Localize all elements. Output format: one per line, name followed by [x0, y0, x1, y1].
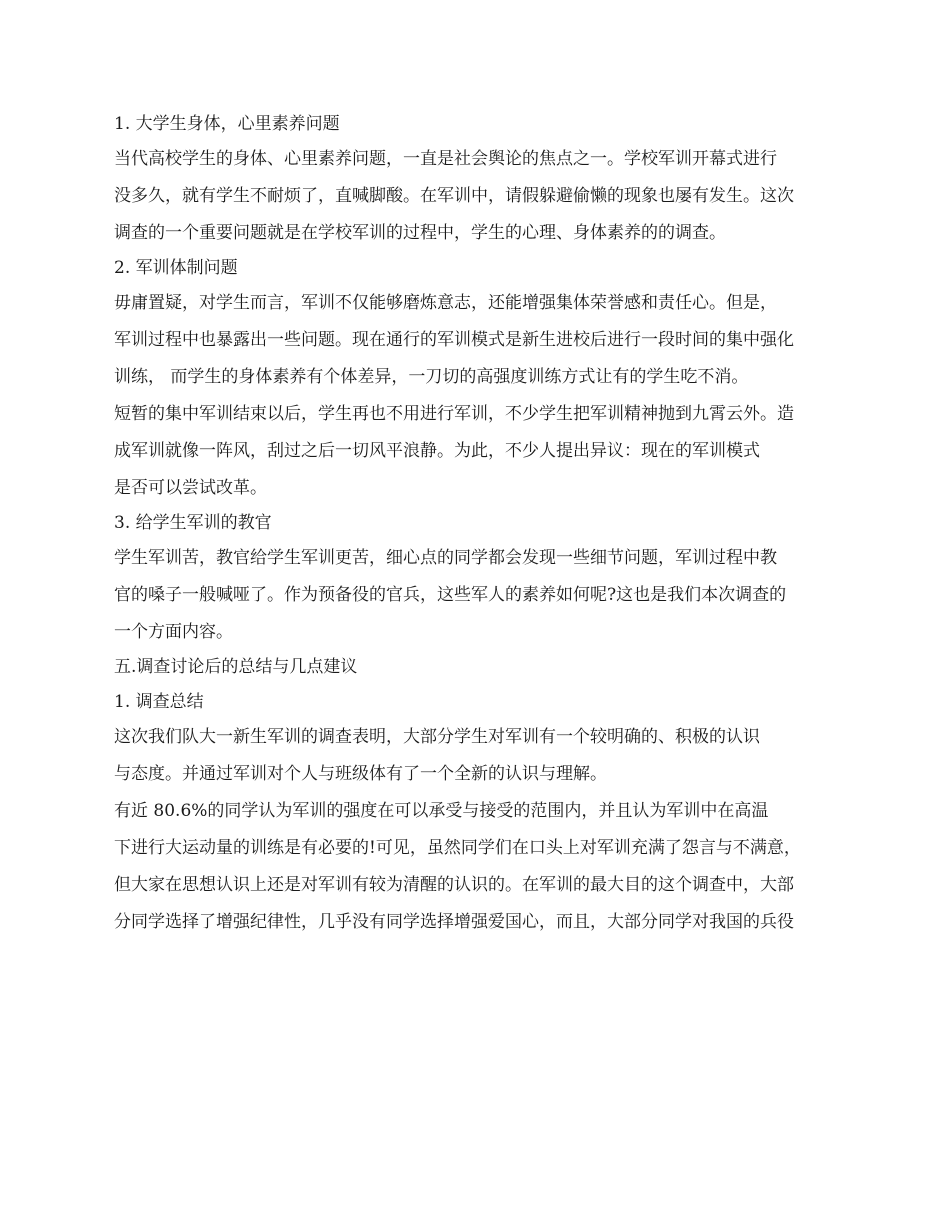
line-spacer	[114, 463, 844, 476]
line-spacer	[114, 426, 844, 439]
line-spacer	[114, 714, 844, 725]
text-line: 调查的一个重要问题就是在学校军训的过程中，学生的心理、身体素养的的调查。	[114, 223, 726, 243]
text-line: 分同学选择了增强纪律性，几乎没有同学选择增强爱国心，而且，大部分同学对我国的兵役	[114, 912, 794, 932]
text-line: 毋庸置疑，对学生而言，军训不仅能够磨炼意志，还能增强集体荣誉感和责任心。但是，	[114, 293, 777, 313]
text-line: 没多久，就有学生不耐烦了，直喊脚酸。在军训中，请假躲避偷懒的现象也屡有发生。这次	[114, 186, 794, 206]
text-line: 五.调查讨论后的总结与几点建议	[114, 657, 358, 677]
line-spacer	[114, 644, 844, 655]
text-line: 下进行大运动量的训练是有必要的!可见，虽然同学们在口头上对军训充满了怨言与不满意，	[114, 838, 801, 858]
text-line: 当代高校学生的身体、心里素养问题，一直是社会舆论的焦点之一。学校军训开幕式进行	[114, 149, 777, 169]
line-spacer	[114, 171, 844, 184]
text-line: 与态度。并通过军训对个人与班级体有了一个全新的认识与理解。	[114, 764, 607, 784]
line-spacer	[114, 245, 844, 256]
text-line: 学生军训苦，教官给学生军训更苦，细心点的同学都会发现一些细节问题，军训过程中教	[114, 548, 777, 568]
line-spacer	[114, 786, 844, 799]
text-line: 3. 给学生军训的教官	[114, 513, 272, 533]
text-line: 有近 80.6%的同学认为军训的强度在可以承受与接受的范围内，并且认为军训中在高温	[114, 801, 769, 821]
text-line: 成军训就像一阵风，刮过之后一切风平浪静。为此，不少人提出异议：现在的军训模式	[114, 441, 760, 461]
text-line: 但大家在思想认识上还是对军训有较为清醒的认识的。在军训的最大目的这个调查中，大部	[114, 875, 794, 895]
line-spacer	[114, 860, 844, 873]
text-line: 官的嗓子一般喊哑了。作为预备役的官兵，这些军人的素养如何呢?这也是我们本次调查的	[114, 585, 787, 605]
line-spacer	[114, 535, 844, 546]
text-line: 1. 大学生身体，心里素养问题	[114, 114, 340, 134]
text-line: 是否可以尝试改革。	[114, 478, 267, 498]
line-spacer	[114, 607, 844, 620]
line-spacer	[114, 389, 844, 402]
line-spacer	[114, 823, 844, 836]
text-line: 短暂的集中军训结束以后，学生再也不用进行军训，不少学生把军训精神抛到九霄云外。造	[114, 404, 794, 424]
line-spacer	[114, 897, 844, 910]
line-spacer	[114, 280, 844, 291]
text-line: 训练， 而学生的身体素养有个体差异，一刀切的高强度训练方式让有的学生吃不消。	[114, 367, 749, 387]
line-spacer	[114, 500, 844, 511]
line-spacer	[114, 315, 844, 328]
line-spacer	[114, 679, 844, 690]
text-line: 这次我们队大一新生军训的调查表明，大部分学生对军训有一个较明确的、积极的认识	[114, 727, 760, 747]
line-spacer	[114, 136, 844, 147]
text-line: 一个方面内容。	[114, 622, 233, 642]
line-spacer	[114, 208, 844, 221]
text-line: 军训过程中也暴露出一些问题。现在通行的军训模式是新生进校后进行一段时间的集中强化	[114, 330, 794, 350]
line-spacer	[114, 352, 844, 365]
line-spacer	[114, 570, 844, 583]
text-line: 2. 军训体制问题	[114, 258, 238, 278]
text-line: 1. 调查总结	[114, 692, 204, 712]
line-spacer	[114, 934, 844, 947]
document-page	[114, 112, 844, 947]
line-spacer	[114, 749, 844, 762]
